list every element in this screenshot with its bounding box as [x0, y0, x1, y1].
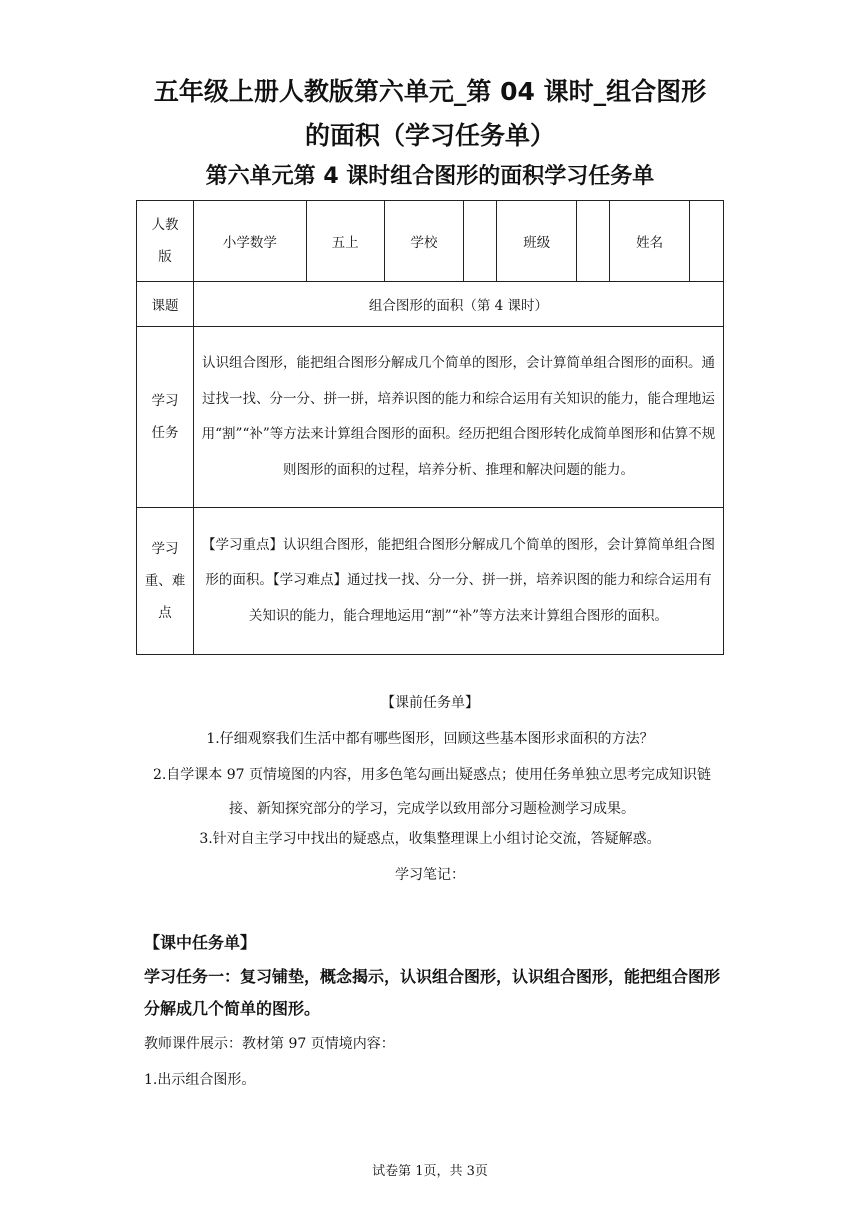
publisher-label-line-1: 人教 [151, 217, 179, 233]
key-label-line-2: 重、难 [144, 573, 186, 589]
publisher-cell [137, 201, 194, 282]
key-label-line-1: 学习 [151, 541, 179, 557]
document-subtitle: 第六单元第 4 课时组合图形的面积学习任务单 [205, 164, 655, 189]
info-row-topic [137, 282, 724, 327]
task-label-cell [137, 327, 194, 508]
document-title-line-1: 五年级上册人教版第六单元_第 04 课时_组合图形 [153, 77, 707, 106]
key-label-line-3: 点 [158, 605, 172, 621]
info-row-header [137, 201, 724, 282]
task-label-line-1: 学习 [151, 393, 179, 409]
info-row-key-points [137, 508, 724, 655]
study-notes-label: 学习笔记： [395, 867, 465, 883]
name-value-cell[interactable] [690, 201, 724, 282]
learning-task-1: 学习任务一：复习铺垫，概念揭示，认识组合图形，认识组合图形，能把组合图形分解成几个简单的图形。 [144, 967, 721, 1018]
topic-label-cell: 课题 [137, 282, 194, 327]
key-text-cell: 【学习重点】认识组合图形，能把组合图形分解成几个简单的图形，会计算简单组合图形的面积。【学习难点】通过找一找、分一分、拼一拼，培养识图的能力和综合运用有关知识的能力，能合理地运用“割”“补”等方法来计算组合图形的面积。 [193, 508, 723, 655]
document-title [90, 70, 770, 158]
class-value-cell[interactable] [577, 201, 610, 282]
courseware-line: 教师课件展示：教材第 97 页情境内容： [144, 1036, 395, 1052]
info-row-task [137, 327, 724, 508]
task-text-cell: 认识组合图形，能把组合图形分解成几个简单的图形，会计算简单组合图形的面积。通过找一找、分一分、拼一拼，培养识图的能力和综合运用有关知识的能力，能合理地运用“割”“补”等方法来计算组合图形的面积。经历把组合图形转化成简单图形和估算不规则图形的面积的过程，培养分析、推理和解决问题的能力。 [193, 327, 723, 508]
document-title-line-2: 的面积（学习任务单） [304, 121, 555, 150]
step-1-line: 1.出示组合图形。 [144, 1072, 256, 1088]
school-value-cell[interactable] [464, 201, 497, 282]
pre-class-item-1: 1.仔细观察我们生活中都有哪些图形，回顾这些基本图形求面积的方法？ [206, 731, 654, 747]
info-table [136, 200, 724, 655]
topic-value-cell: 组合图形的面积（第 4 课时） [193, 282, 723, 327]
task-label-line-2: 任务 [151, 425, 179, 441]
pre-class-item-2: 2.自学课本 97 页情境图的内容，用多色笔勾画出疑惑点；使用任务单独立思考完成知识链接、新知探究部分的学习，完成学以致用部分习题检测学习成果。 [152, 767, 712, 817]
class-label-cell: 班级 [497, 201, 577, 282]
name-label-cell: 姓名 [610, 201, 690, 282]
page-footer: 试卷第 1页，共 3页 [372, 1164, 488, 1179]
grade-cell: 五上 [306, 201, 384, 282]
in-class-title: 【课中任务单】 [144, 933, 257, 952]
pre-class-title: 【课前任务单】 [381, 695, 479, 711]
key-label-cell [137, 508, 194, 655]
school-label-cell: 学校 [384, 201, 464, 282]
pre-class-item-3: 3.针对自主学习中找出的疑惑点，收集整理课上小组讨论交流，答疑解惑。 [199, 831, 661, 847]
publisher-label-line-2: 版 [158, 249, 172, 265]
subject-cell: 小学数学 [193, 201, 306, 282]
